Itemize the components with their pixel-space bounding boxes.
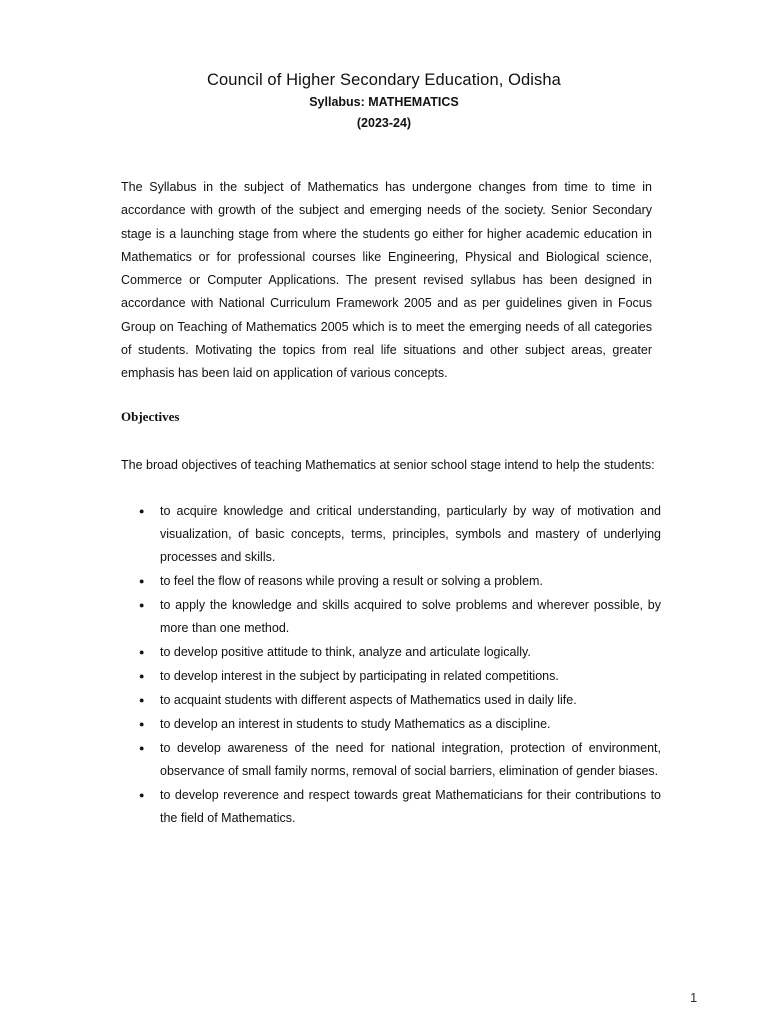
- bullet-icon: ●: [139, 576, 145, 586]
- list-item-text: to develop reverence and respect towards great Mathematicians for their contributions to the field of Mathematics.: [160, 788, 661, 825]
- list-item-text: to develop awareness of the need for national integration, protection of environment, observance of small family norms, removal of social barriers, elimination of gender biases.: [160, 741, 661, 778]
- objectives-heading: Objectives: [121, 409, 180, 424]
- document-title: Council of Higher Secondary Education, Odisha: [207, 71, 561, 89]
- bullet-icon: ●: [139, 790, 145, 800]
- document-header: [0, 70, 768, 131]
- list-item: [136, 689, 661, 712]
- list-item-text: to develop interest in the subject by participating in related competitions.: [160, 669, 559, 683]
- bullet-icon: ●: [139, 743, 145, 753]
- list-item: [136, 713, 661, 736]
- objectives-list: [136, 500, 661, 831]
- list-item: [136, 665, 661, 688]
- list-item: [136, 641, 661, 664]
- bullet-icon: ●: [139, 719, 145, 729]
- bullet-icon: ●: [139, 671, 145, 681]
- list-item: [136, 500, 661, 569]
- list-item: [136, 784, 661, 830]
- bullet-icon: ●: [139, 695, 145, 705]
- list-item-text: to develop positive attitude to think, analyze and articulate logically.: [160, 645, 531, 659]
- academic-year: (2023-24): [356, 116, 412, 130]
- intro-paragraph: The Syllabus in the subject of Mathematics has undergone changes from time to time in accordance with growth of the subject and emerging needs of the society. Senior Secondary stage is a launching stage from where the students go either for higher academic education in Mathematics or for professional courses like Engineering, Physical and Biological science, Commerce or Computer Applications. The present revised syllabus has been designed in accordance with National Curriculum Framework 2005 and as per guidelines given in Focus Group on Teaching of Mathematics 2005 which is to meet the emerging needs of all categories of students. Motivating the topics from real life situations and other subject areas, greater emphasis has been laid on application of various concepts.: [121, 180, 652, 381]
- list-item-text: to develop an interest in students to study Mathematics as a discipline.: [160, 717, 551, 731]
- bullet-icon: ●: [139, 506, 145, 516]
- page-number: 1: [690, 990, 698, 1005]
- list-item-text: to apply the knowledge and skills acquired to solve problems and wherever possible, by more than one method.: [160, 598, 661, 635]
- objectives-lead: The broad objectives of teaching Mathematics at senior school stage intend to help the students:: [121, 458, 655, 472]
- bullet-icon: ●: [139, 600, 145, 610]
- list-item: [136, 570, 661, 593]
- list-item-text: to acquire knowledge and critical understanding, particularly by way of motivation and visualization, of basic concepts, terms, principles, symbols and mastery of underlying processes and skills.: [160, 504, 661, 564]
- list-item-text: to acquaint students with different aspects of Mathematics used in daily life.: [160, 693, 577, 707]
- list-item: [136, 737, 661, 783]
- list-item: [136, 594, 661, 640]
- bullet-icon: ●: [139, 647, 145, 657]
- document-subtitle: Syllabus: MATHEMATICS: [309, 95, 459, 109]
- list-item-text: to feel the flow of reasons while proving a result or solving a problem.: [160, 574, 543, 588]
